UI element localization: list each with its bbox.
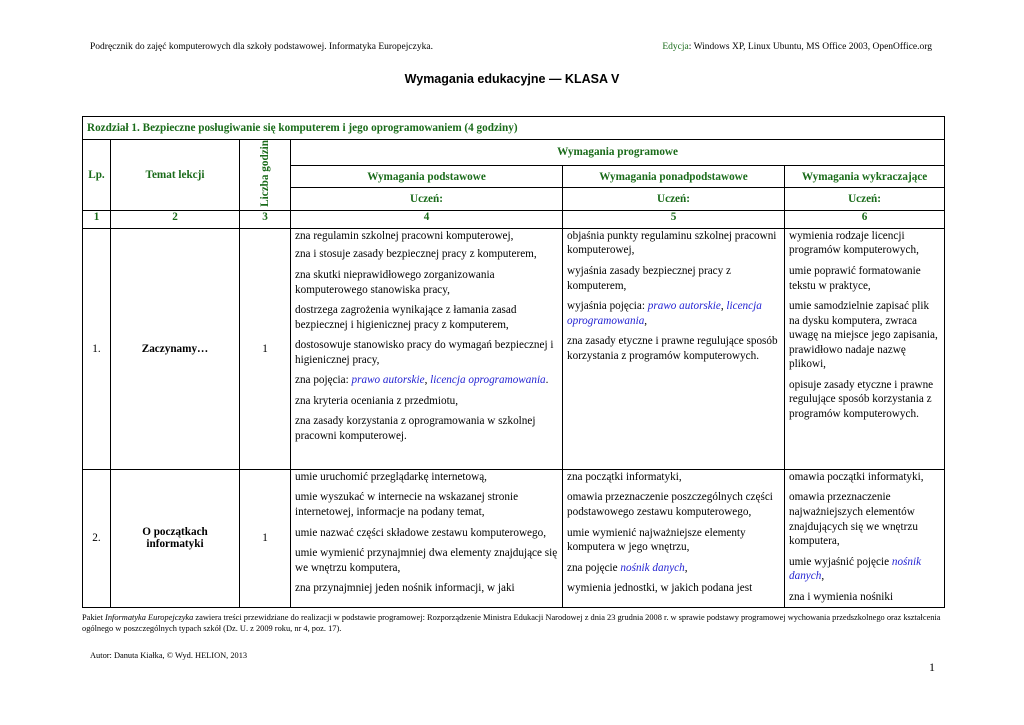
requirement-item: omawia początki informatyki, <box>789 470 924 483</box>
row-hours: 1 <box>240 228 291 469</box>
row-topic: O początkach informatyki <box>111 469 240 607</box>
term-link: prawo autorskie <box>351 374 425 387</box>
requirement-item: zna zasady korzystania z oprogramowania w szkolnej pracowni komputerowej. <box>295 415 536 443</box>
page-number: 1 <box>929 660 935 674</box>
column-number: 3 <box>240 210 291 228</box>
cell-content <box>789 470 940 607</box>
running-header-right <box>662 42 932 52</box>
requirement-item <box>567 561 780 576</box>
requirement-item: umie wymienić najważniejsze elementy komputera w jego wnętrzu, <box>567 526 746 554</box>
term-link: nośnik danych <box>789 555 922 583</box>
table-row <box>83 469 945 607</box>
row-topic: Zaczynamy… <box>111 228 240 469</box>
row-lp: 1. <box>83 228 111 469</box>
col-hours-header <box>240 140 291 211</box>
row-extended-requirements <box>563 469 785 607</box>
student-label: Uczeń: <box>291 188 563 211</box>
requirement-item: omawia przeznaczenie poszczególnych części podstawowego zestawu komputerowego, <box>567 491 773 518</box>
column-number: 5 <box>563 210 785 228</box>
student-label: Uczeń: <box>785 188 945 211</box>
row-basic-requirements <box>291 469 563 607</box>
cell-content <box>295 470 558 607</box>
requirement-item <box>789 555 940 584</box>
separator: , <box>644 314 648 327</box>
running-header-left: Podręcznik do zajęć komputerowych dla szkoły podstawowej. Informatyka Europejczyka. <box>90 42 433 52</box>
col-topic-header: Temat lekcji <box>111 140 240 211</box>
requirement-text: zna pojęcie <box>567 561 621 574</box>
requirement-item: zna przynajmniej jeden nośnik informacji, w jaki <box>295 582 515 595</box>
footnote-text: Pakiet <box>82 613 106 622</box>
separator: , <box>424 374 431 387</box>
requirement-item: zna skutki nieprawidłowego zorganizowania komputerowego stanowiska pracy, <box>295 268 495 296</box>
footnote <box>82 612 944 635</box>
requirement-item: umie samodzielnie zapisać plik na dysku komputera, zwraca uwagę na miejsce jego zapisania, prawidłowo nadaje nazwę plikowi, <box>789 300 938 371</box>
requirement-item: wymienia rodzaje licencji programów komputerowych, <box>789 229 919 257</box>
requirement-item: umie wymienić przynajmniej dwa elementy znajdujące się we wnętrzu komputera, <box>295 547 558 574</box>
edition-value: : Windows XP, Linux Ubuntu, MS Office 2003, OpenOffice.org <box>688 42 932 52</box>
requirement-item: dostosowuje stanowisko pracy do wymagań bezpiecznej i higienicznej pracy, <box>295 339 554 366</box>
extended-requirements-header: Wymagania ponadpodstawowe <box>563 165 785 188</box>
row-lp: 2. <box>83 469 111 607</box>
requirement-item: zna zasady etyczne i prawne regulujące sposób korzystania z programów komputerowych. <box>567 335 778 362</box>
requirement-item: umie poprawić formatowanie tekstu w praktyce, <box>789 264 921 292</box>
row-extended-requirements <box>563 228 785 469</box>
requirement-item: zna regulamin szkolnej pracowni komputerowej, <box>295 229 514 242</box>
separator: , <box>821 570 825 583</box>
requirement-item: umie nazwać części składowe zestawu komputerowego, <box>295 526 546 539</box>
requirement-item: umie uruchomić przeglądarkę internetową, <box>295 470 487 483</box>
requirement-text: zna pojęcia: <box>295 374 352 387</box>
program-requirements-header: Wymagania programowe <box>291 140 945 166</box>
column-number-row <box>83 210 945 228</box>
requirement-item: wyjaśnia zasady bezpiecznej pracy z komputerem, <box>567 264 731 292</box>
column-number: 6 <box>785 210 945 228</box>
requirement-item <box>567 299 780 328</box>
chapter-heading: Rozdział 1. Bezpieczne posługiwanie się komputerem i jego oprogramowaniem (4 godziny) <box>83 117 945 140</box>
requirement-item: opisuje zasady etyczne i prawne regulujące sposób korzystania z programów komputerowych. <box>789 378 934 421</box>
footnote-text: zawiera treści przewidziane do realizacji w podstawie programowej: Rozporządzenie Ministra Edukacji Narodowej z dnia 23 grudnia 2008 r. w sprawie podstawy programowej wychowania przedszkolnego oraz kształcenia ogólnego w poszczególnych typach szkół (Dz. U. z 2009 roku, nr 4, poz. 17). <box>82 613 941 634</box>
requirement-item: zna i stosuje zasady bezpiecznej pracy z komputerem, <box>295 248 537 261</box>
footnote-package-name: Informatyka Europejczyka <box>105 613 194 622</box>
requirement-item: zna i wymienia nośniki <box>789 590 894 603</box>
author-line: Autor: Danuta Kiałka, © Wyd. HELION, 2013 <box>90 651 248 660</box>
requirement-item <box>295 373 558 388</box>
requirement-item: omawia przeznaczenie najważniejszych elementów znajdujących się we wnętrzu komputera, <box>789 491 918 548</box>
requirement-item: zna początki informatyki, <box>567 470 682 483</box>
separator: , <box>684 561 688 574</box>
requirement-item: zna kryteria oceniania z przedmiotu, <box>295 394 459 407</box>
term-link: nośnik danych <box>620 561 685 574</box>
requirement-item: wymienia jednostki, w jakich podana jest <box>567 582 753 595</box>
row-hours: 1 <box>240 469 291 607</box>
term-link: licencja oprogramowania <box>430 374 546 387</box>
term-link: licencja oprogramowania <box>567 300 762 327</box>
row-beyond-requirements <box>785 469 945 607</box>
student-label: Uczeń: <box>563 188 785 211</box>
row-beyond-requirements <box>785 228 945 469</box>
requirement-text: umie wyjaśnić pojęcie <box>789 555 892 568</box>
edition-label: Edycja <box>662 42 689 52</box>
col-hours-label: Liczba godzin <box>258 140 271 207</box>
table-row <box>83 228 945 469</box>
cell-content <box>567 470 780 607</box>
page-title: Wymagania edukacyjne — KLASA V <box>404 72 620 86</box>
column-number: 4 <box>291 210 563 228</box>
term-link: prawo autorskie <box>647 300 721 313</box>
separator: , <box>720 300 727 313</box>
requirement-item: objaśnia punkty regulaminu szkolnej pracowni komputerowej, <box>567 229 777 257</box>
row-basic-requirements <box>291 228 563 469</box>
requirement-item: dostrzega zagrożenia wynikające z łamania zasad bezpiecznej i higienicznej pracy z komputerem, <box>295 304 517 331</box>
column-number: 1 <box>83 210 111 228</box>
column-number: 2 <box>111 210 240 228</box>
col-lp-header: Lp. <box>83 140 111 211</box>
requirement-text: wyjaśnia pojęcia: <box>567 300 648 313</box>
basic-requirements-header: Wymagania podstawowe <box>291 165 563 188</box>
separator: . <box>545 374 549 387</box>
requirement-item: umie wyszukać w internecie na wskazanej stronie internetowej, informacje na podany temat, <box>295 491 519 518</box>
beyond-requirements-header: Wymagania wykraczające <box>785 165 945 188</box>
requirements-table <box>82 116 945 608</box>
